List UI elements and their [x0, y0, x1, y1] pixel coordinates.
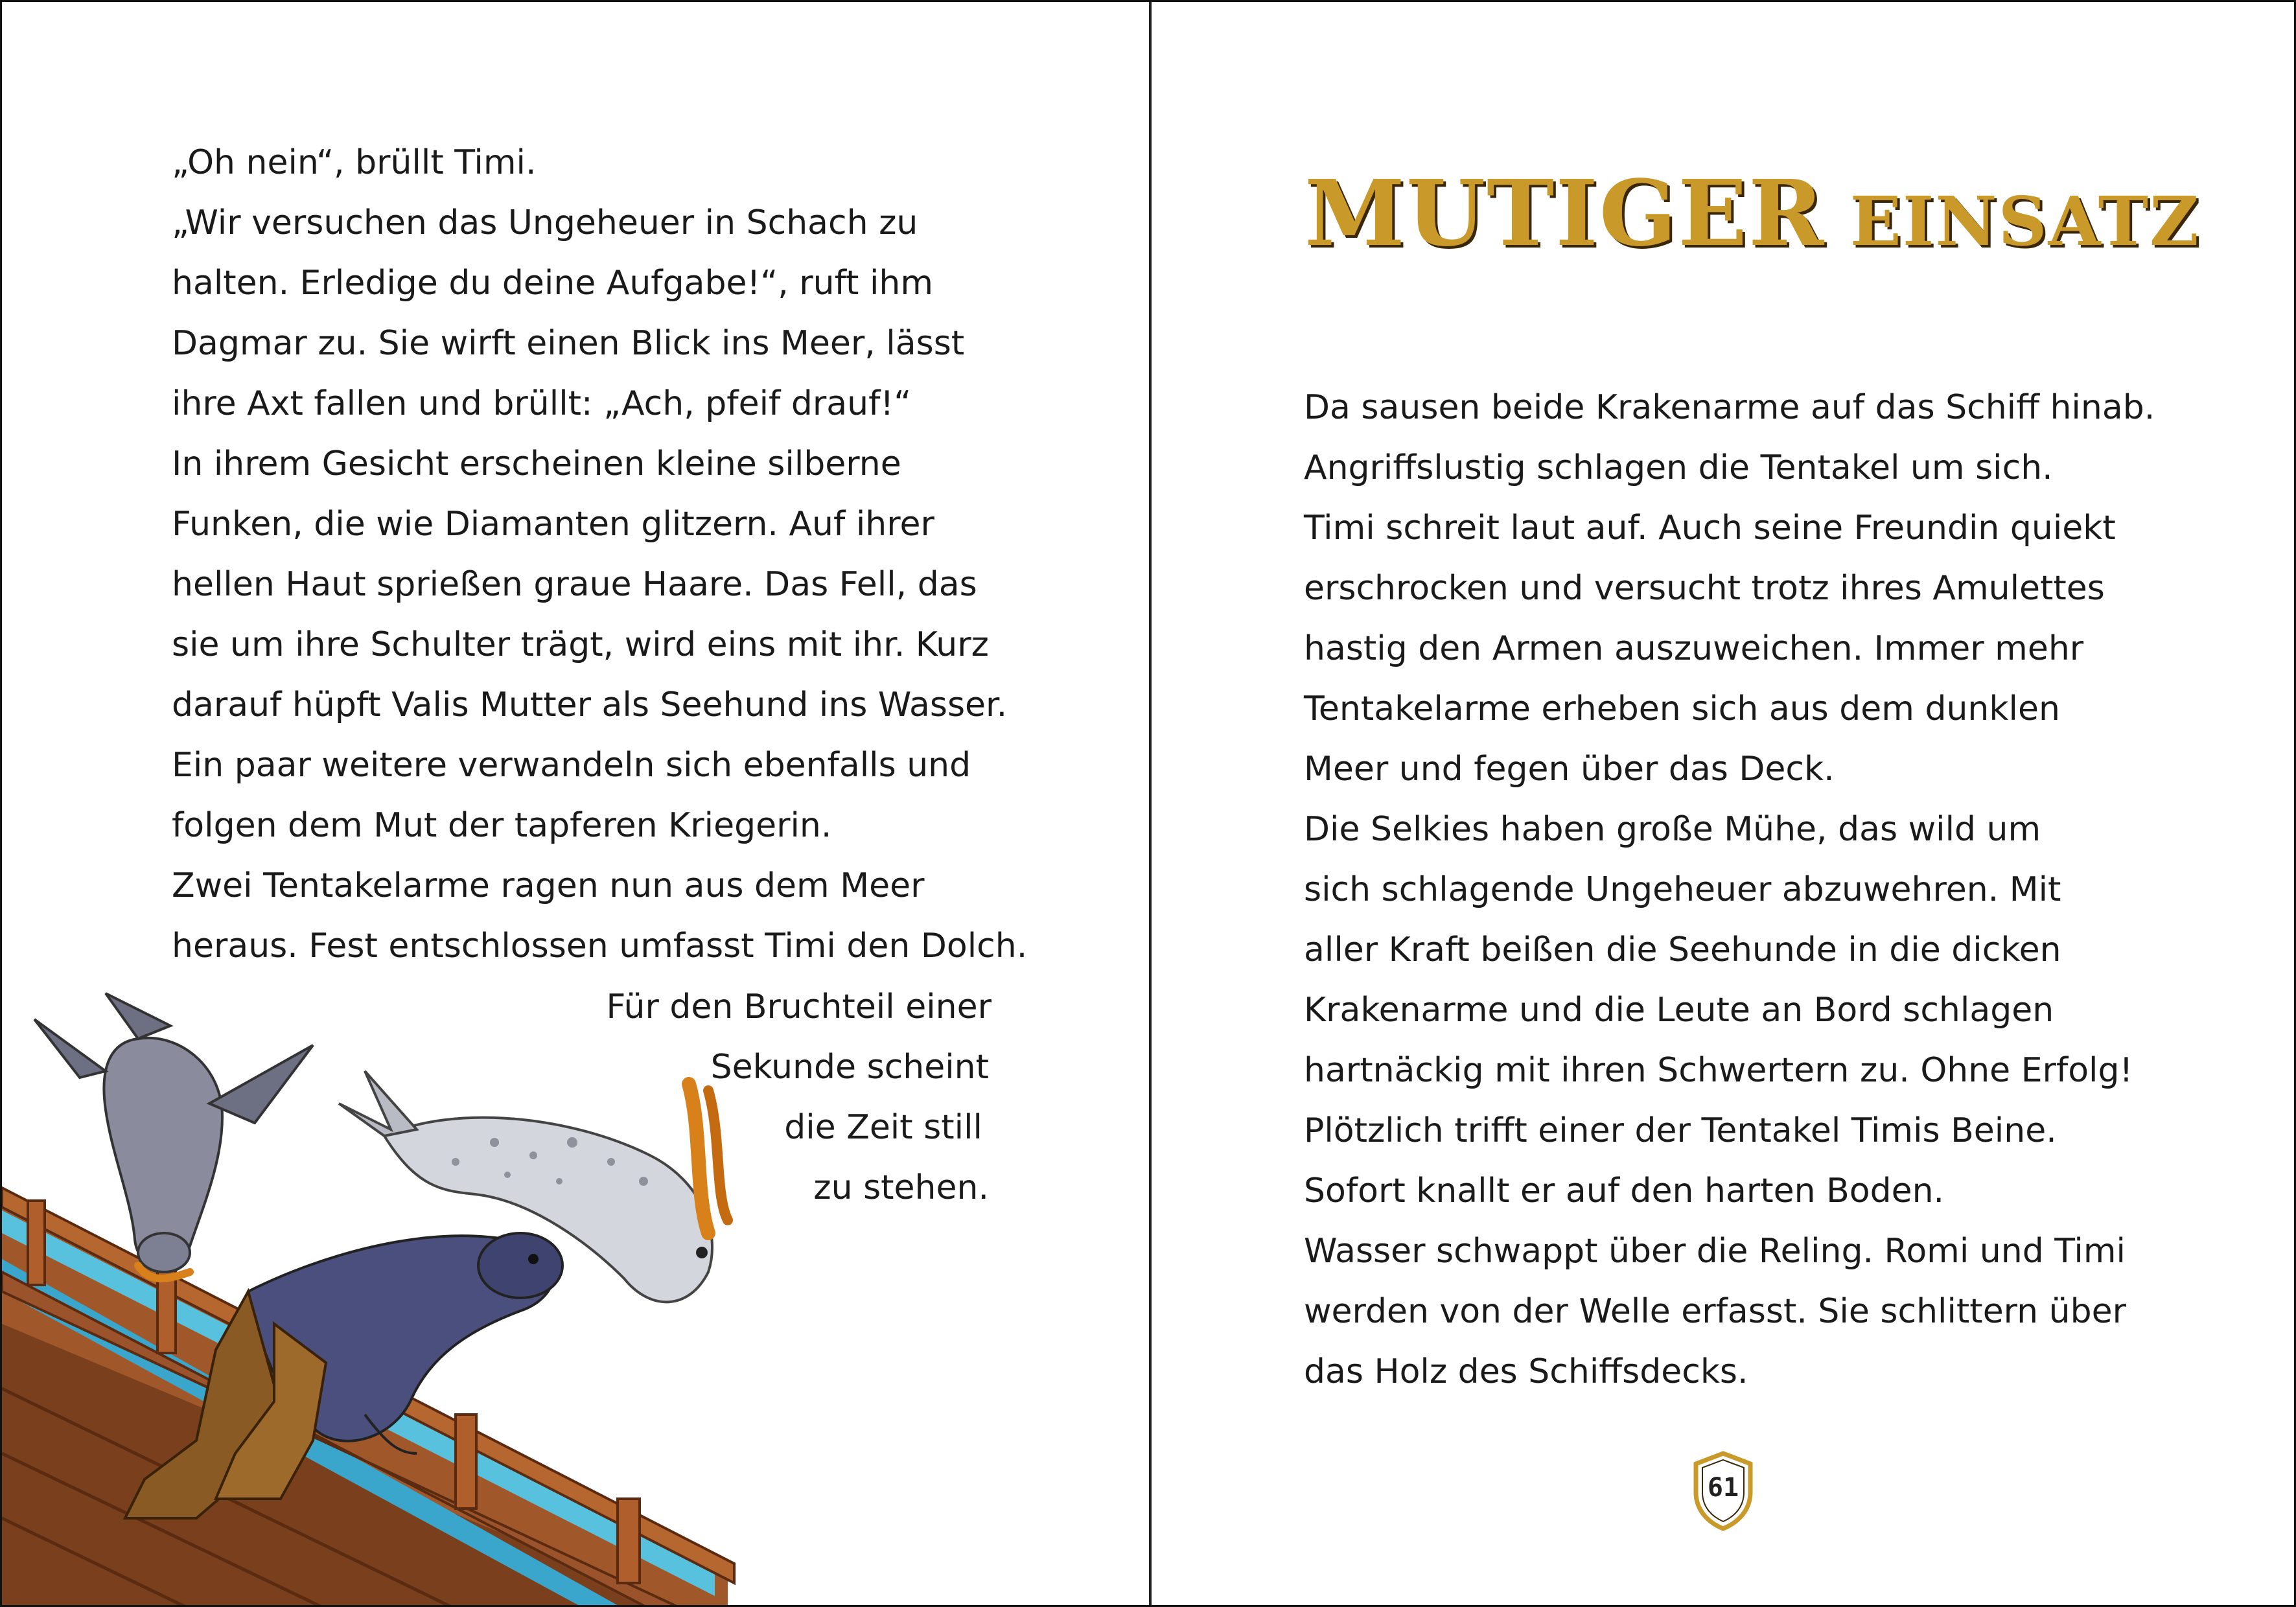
text-line: Plötzlich trifft einer der Tentakel Timis Beine. — [1304, 1111, 2057, 1150]
text-line: erschrocken und versucht trotz ihres Amulettes — [1304, 569, 2105, 608]
text-line: Sekunde scheint — [710, 1048, 989, 1087]
text-line: Sofort knallt er auf den harten Boden. — [1304, 1172, 1945, 1210]
text-line: die Zeit still — [784, 1108, 982, 1147]
page-number: 61 — [1707, 1473, 1739, 1503]
text-line: Wasser schwappt über die Reling. Romi und Timi — [1304, 1232, 2126, 1271]
text-line: Da sausen beide Krakenarme auf das Schiff hinab. — [1304, 388, 2155, 427]
text-line: In ihrem Gesicht erscheinen kleine silberne — [172, 445, 901, 483]
text-line: Für den Bruchteil einer — [606, 988, 991, 1026]
text-line: Zwei Tentakelarme ragen nun aus dem Meer — [172, 866, 925, 905]
text-line: Dagmar zu. Sie wirft einen Blick ins Meer, lässt — [172, 324, 965, 363]
text-line: ihre Axt fallen und brüllt: „Ach, pfeif drauf!“ — [172, 384, 912, 423]
text-line: hastig den Armen auszuweichen. Immer mehr — [1304, 629, 2084, 668]
chapter-title-word-2: EINSATZ — [1850, 181, 2200, 261]
text-line: „Oh nein“, brüllt Timi. — [172, 143, 537, 182]
text-line: Angriffslustig schlagen die Tentakel um sich. — [1304, 448, 2053, 487]
text-line: das Holz des Schiffsdecks. — [1304, 1352, 1748, 1391]
text-line: Tentakelarme erheben sich aus dem dunklen — [1304, 689, 2060, 728]
text-line: zu stehen. — [813, 1168, 989, 1207]
text-line: Funken, die wie Diamanten glitzern. Auf ihrer — [172, 505, 934, 544]
seal-ship-illustration — [2, 987, 1039, 1607]
text-line: werden von der Welle erfasst. Sie schlittern über — [1304, 1292, 2126, 1331]
text-line: „Wir versuchen das Ungeheuer in Schach zu — [172, 203, 918, 242]
text-line: heraus. Fest entschlossen umfasst Timi den Dolch. — [172, 927, 1028, 965]
page-gutter — [1149, 2, 1152, 1607]
chapter-title-word-1: MUTIGER — [1305, 161, 1826, 267]
right-page-text — [1304, 378, 2159, 1402]
text-line: hartnäckig mit ihren Schwertern zu. Ohne Erfolg! — [1304, 1051, 2133, 1090]
text-line: Ein paar weitere verwandeln sich ebenfalls und — [172, 746, 971, 785]
text-line: darauf hüpft Valis Mutter als Seehund ins Wasser. — [172, 686, 1008, 724]
chapter-title — [1305, 161, 2200, 267]
text-line: Die Selkies haben große Mühe, das wild um — [1304, 810, 2041, 849]
text-line: Timi schreit laut auf. Auch seine Freundin quiekt — [1304, 509, 2116, 548]
text-line: Meer und fegen über das Deck. — [1304, 750, 1835, 789]
page-number-badge — [1691, 1451, 1756, 1531]
text-line: sich schlagende Ungeheuer abzuwehren. Mit — [1304, 870, 2061, 909]
text-line: folgen dem Mut der tapferen Kriegerin. — [172, 806, 832, 845]
text-line: Krakenarme und die Leute an Bord schlagen — [1304, 991, 2054, 1030]
text-line: sie um ihre Schulter trägt, wird eins mit ihr. Kurz — [172, 625, 989, 664]
text-line: aller Kraft beißen die Seehunde in die dicken — [1304, 931, 2061, 969]
text-line: halten. Erledige du deine Aufgabe!“, ruft ihm — [172, 264, 934, 303]
left-page-text — [172, 133, 1028, 977]
text-line: hellen Haut sprießen graue Haare. Das Fell, das — [172, 565, 977, 604]
